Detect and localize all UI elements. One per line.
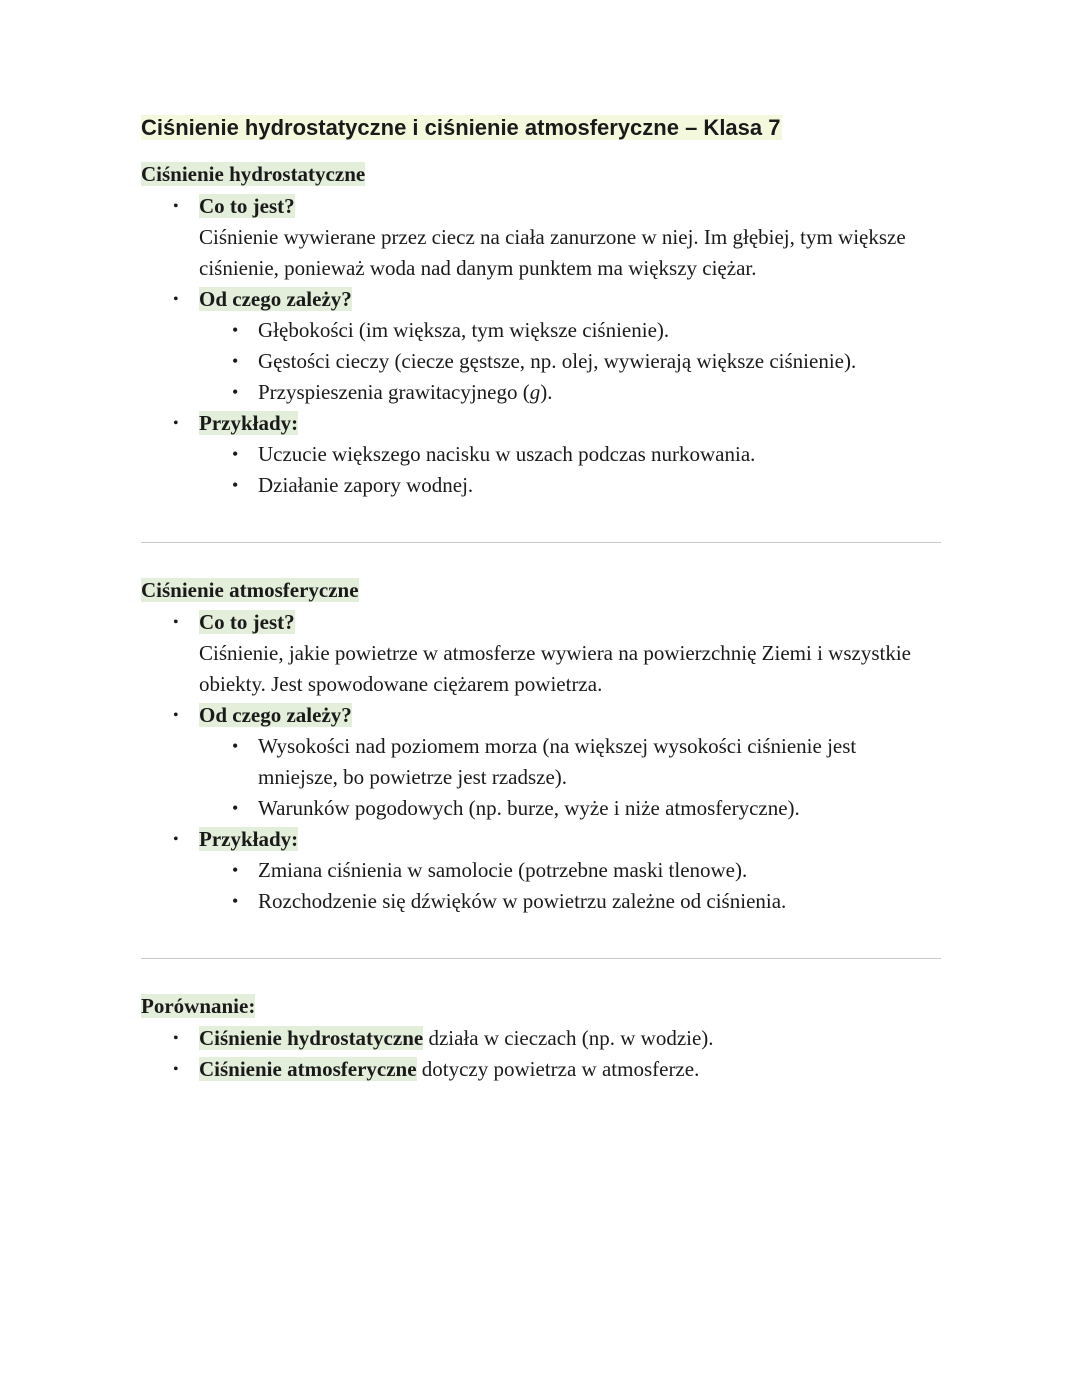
section-heading-comparison-text: Porównanie: (141, 994, 256, 1018)
comparison-text: dotyczy powietrza w atmosferze. (416, 1057, 700, 1081)
hydrostatic-examples-item (141, 408, 941, 501)
section-divider (141, 958, 941, 959)
document-title (141, 112, 941, 144)
section-heading-atmospheric (141, 575, 941, 605)
list-item: • Gęstości cieczy (ciecze gęstsze, np. olej, wywierają większe ciśnienie). (199, 346, 941, 377)
section-hydrostatic (141, 159, 941, 501)
hydrostatic-depends-list (199, 315, 941, 408)
atmospheric-examples-list (199, 855, 941, 917)
atmospheric-examples-item (141, 824, 941, 917)
comparison-term: Ciśnienie atmosferyczne (199, 1057, 417, 1081)
hydrostatic-what-text: Ciśnienie wywierane przez ciecz na ciała zanurzone w niej. Im głębiej, tym większe ciśnienie, ponieważ woda nad danym punktem ma większy ciężar. (199, 225, 906, 280)
hydrostatic-list (141, 191, 941, 501)
atmospheric-examples-label: Przykłady: (199, 827, 299, 851)
list-item: • Działanie zapory wodnej. (199, 470, 941, 501)
comparison-text: działa w cieczach (np. w wodzie). (423, 1026, 714, 1050)
list-item: • Przyspieszenia grawitacyjnego (g). (199, 377, 941, 408)
comparison-term: Ciśnienie hydrostatyczne (199, 1026, 424, 1050)
comparison-item (141, 1054, 941, 1085)
hydrostatic-what-item (141, 191, 941, 284)
section-heading-hydrostatic-text: Ciśnienie hydrostatyczne (141, 162, 366, 186)
atmospheric-depends-list (199, 731, 941, 824)
atmospheric-what-label: Co to jest? (199, 610, 295, 634)
atmospheric-depends-label: Od czego zależy? (199, 703, 352, 727)
document-page (141, 112, 941, 1081)
list-item: • Głębokości (im większa, tym większe ciśnienie). (199, 315, 941, 346)
section-comparison (141, 991, 941, 1085)
hydrostatic-what-label: Co to jest? (199, 194, 295, 218)
section-divider (141, 542, 941, 543)
comparison-item (141, 1023, 941, 1054)
list-item: • Uczucie większego nacisku w uszach podczas nurkowania. (199, 439, 941, 470)
list-item: • Rozchodzenie się dźwięków w powietrzu zależne od ciśnienia. (199, 886, 941, 917)
section-heading-comparison (141, 991, 941, 1021)
list-item: • Wysokości nad poziomem morza (na większej wysokości ciśnienie jest mniejsze, bo powietrze jest rzadsze). (199, 731, 941, 793)
document-title-text: Ciśnienie hydrostatyczne i ciśnienie atmosferyczne – Klasa 7 (141, 115, 781, 140)
hydrostatic-examples-label: Przykłady: (199, 411, 299, 435)
section-heading-hydrostatic (141, 159, 941, 189)
atmospheric-what-item (141, 607, 941, 700)
hydrostatic-examples-list (199, 439, 941, 501)
hydrostatic-depends-item (141, 284, 941, 408)
section-atmospheric (141, 575, 941, 917)
atmospheric-what-text: Ciśnienie, jakie powietrze w atmosferze wywiera na powierzchnię Ziemi i wszystkie obiekty. Jest spowodowane ciężarem powietrza. (199, 641, 911, 696)
comparison-list (141, 1023, 941, 1085)
atmospheric-list (141, 607, 941, 917)
hydrostatic-depends-label: Od czego zależy? (199, 287, 352, 311)
section-heading-atmospheric-text: Ciśnienie atmosferyczne (141, 578, 359, 602)
atmospheric-depends-item (141, 700, 941, 824)
list-item: • Warunków pogodowych (np. burze, wyże i niże atmosferyczne). (199, 793, 941, 824)
list-item: • Zmiana ciśnienia w samolocie (potrzebne maski tlenowe). (199, 855, 941, 886)
